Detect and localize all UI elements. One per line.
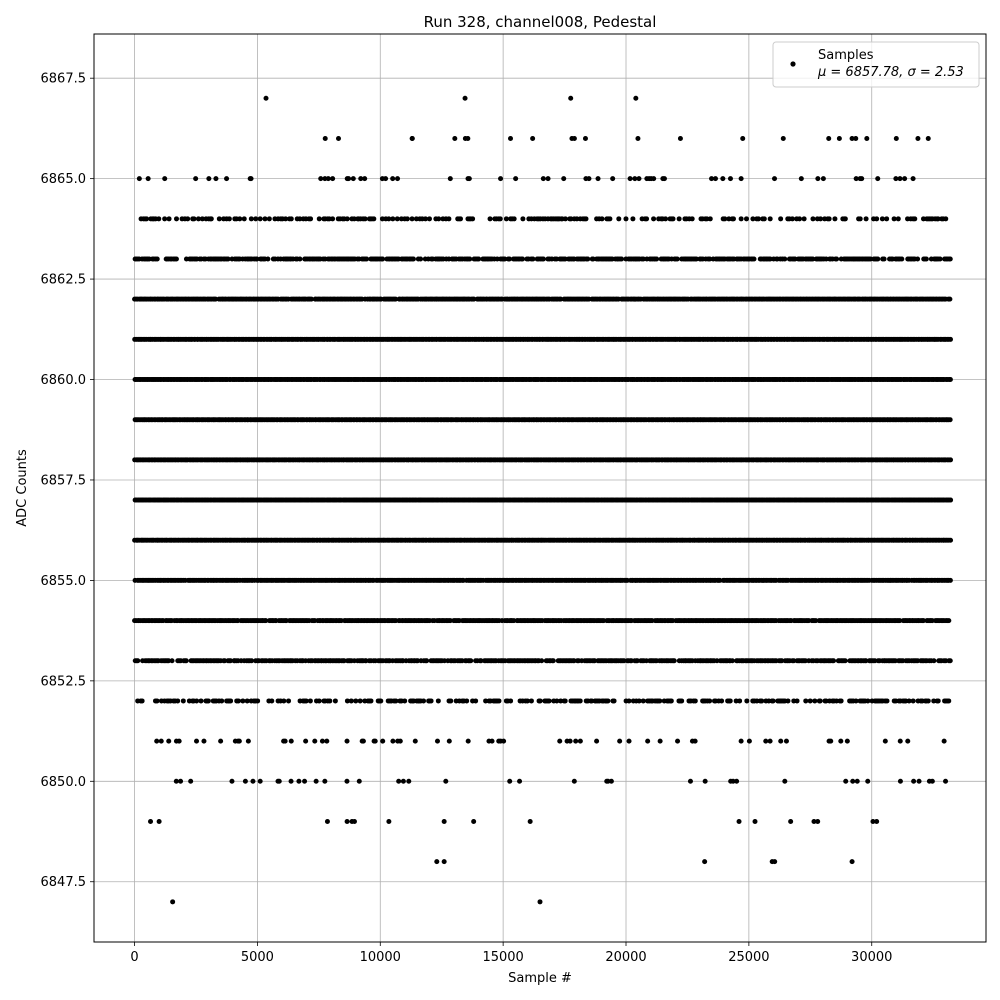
data-point — [744, 698, 749, 703]
data-point — [883, 739, 888, 744]
data-point — [421, 698, 426, 703]
data-point — [707, 698, 712, 703]
data-point — [948, 658, 953, 663]
data-point — [398, 739, 403, 744]
data-point — [557, 739, 562, 744]
data-point — [303, 739, 308, 744]
data-point — [333, 698, 338, 703]
data-point — [269, 698, 274, 703]
data-point — [529, 698, 534, 703]
data-point — [373, 739, 378, 744]
data-point — [763, 739, 768, 744]
data-point — [283, 739, 288, 744]
data-point — [573, 739, 578, 744]
data-point — [181, 698, 186, 703]
data-point — [778, 739, 783, 744]
data-point — [539, 658, 544, 663]
data-point — [551, 658, 556, 663]
data-point — [657, 698, 662, 703]
data-point — [413, 739, 418, 744]
data-point — [605, 698, 610, 703]
data-point — [845, 739, 850, 744]
data-point — [154, 739, 159, 744]
data-point — [194, 698, 199, 703]
data-point — [693, 739, 698, 744]
data-point — [737, 698, 742, 703]
data-point — [739, 739, 744, 744]
data-point — [946, 618, 951, 623]
data-point — [166, 739, 171, 744]
data-point — [839, 698, 844, 703]
data-point — [312, 739, 317, 744]
data-point — [931, 658, 936, 663]
data-point — [327, 698, 332, 703]
data-point — [612, 698, 617, 703]
data-point — [669, 698, 674, 703]
data-point — [843, 658, 848, 663]
data-point — [946, 698, 951, 703]
data-point — [884, 698, 889, 703]
data-point — [693, 698, 698, 703]
data-point — [948, 377, 953, 382]
data-point — [402, 698, 407, 703]
data-point — [675, 739, 680, 744]
data-point — [236, 698, 241, 703]
data-point — [378, 698, 383, 703]
data-point — [349, 698, 354, 703]
data-point — [135, 658, 140, 663]
data-point — [219, 698, 224, 703]
data-point — [812, 698, 817, 703]
data-point — [198, 698, 203, 703]
data-point — [578, 739, 583, 744]
data-point — [948, 578, 953, 583]
data-point — [324, 739, 329, 744]
data-point — [784, 739, 789, 744]
data-point — [159, 739, 164, 744]
data-point — [547, 698, 552, 703]
data-point — [831, 658, 836, 663]
data-point — [948, 457, 953, 462]
data-point — [140, 698, 145, 703]
data-point — [464, 698, 469, 703]
data-point — [785, 698, 790, 703]
data-point — [747, 739, 752, 744]
data-point — [361, 739, 366, 744]
data-point — [358, 698, 363, 703]
data-point — [538, 698, 543, 703]
data-point — [578, 698, 583, 703]
data-point — [627, 739, 632, 744]
data-point — [218, 739, 223, 744]
data-point — [177, 739, 182, 744]
data-point — [926, 698, 931, 703]
data-point — [201, 739, 206, 744]
data-point — [719, 698, 724, 703]
data-point — [803, 698, 808, 703]
data-point — [672, 658, 677, 663]
data-point — [286, 698, 291, 703]
data-point — [368, 698, 373, 703]
data-point — [170, 658, 175, 663]
data-point — [898, 739, 903, 744]
data-point — [345, 739, 350, 744]
data-point — [240, 698, 245, 703]
data-point — [429, 698, 434, 703]
data-point — [828, 739, 833, 744]
data-point — [246, 739, 251, 744]
data-point — [936, 698, 941, 703]
data-point — [508, 698, 513, 703]
data-point — [353, 698, 358, 703]
data-point — [308, 698, 313, 703]
data-point — [771, 698, 776, 703]
data-point — [818, 698, 823, 703]
data-point — [948, 538, 953, 543]
data-point — [490, 739, 495, 744]
data-point — [594, 739, 599, 744]
data-point — [795, 698, 800, 703]
data-point — [436, 698, 441, 703]
data-point — [658, 739, 663, 744]
data-point — [228, 698, 233, 703]
data-point — [468, 658, 473, 663]
data-point — [255, 698, 260, 703]
data-point — [627, 698, 632, 703]
data-point — [194, 739, 199, 744]
data-point — [289, 739, 294, 744]
data-point — [563, 698, 568, 703]
data-point — [320, 739, 325, 744]
data-point — [768, 739, 773, 744]
data-point — [568, 739, 573, 744]
data-point — [496, 698, 501, 703]
data-point — [645, 739, 650, 744]
data-point — [501, 739, 506, 744]
plot-background — [94, 34, 986, 942]
data-point — [728, 698, 733, 703]
data-point — [617, 739, 622, 744]
data-point — [175, 698, 180, 703]
data-point — [808, 698, 813, 703]
data-point — [641, 698, 646, 703]
data-point — [390, 739, 395, 744]
data-point — [281, 698, 286, 703]
data-point — [911, 698, 916, 703]
data-point — [184, 658, 189, 663]
data-point — [466, 739, 471, 744]
data-point — [679, 698, 684, 703]
data-point — [447, 739, 452, 744]
data-point — [237, 739, 242, 744]
data-point — [905, 739, 910, 744]
data-point — [473, 698, 478, 703]
data-point — [435, 739, 440, 744]
data-point — [948, 498, 953, 503]
data-point — [948, 417, 953, 422]
data-point — [424, 658, 429, 663]
data-point — [942, 739, 947, 744]
data-point — [838, 739, 843, 744]
data-point — [380, 739, 385, 744]
data-point — [155, 698, 160, 703]
data-point — [206, 698, 211, 703]
data-point — [317, 698, 322, 703]
data-point — [448, 698, 453, 703]
